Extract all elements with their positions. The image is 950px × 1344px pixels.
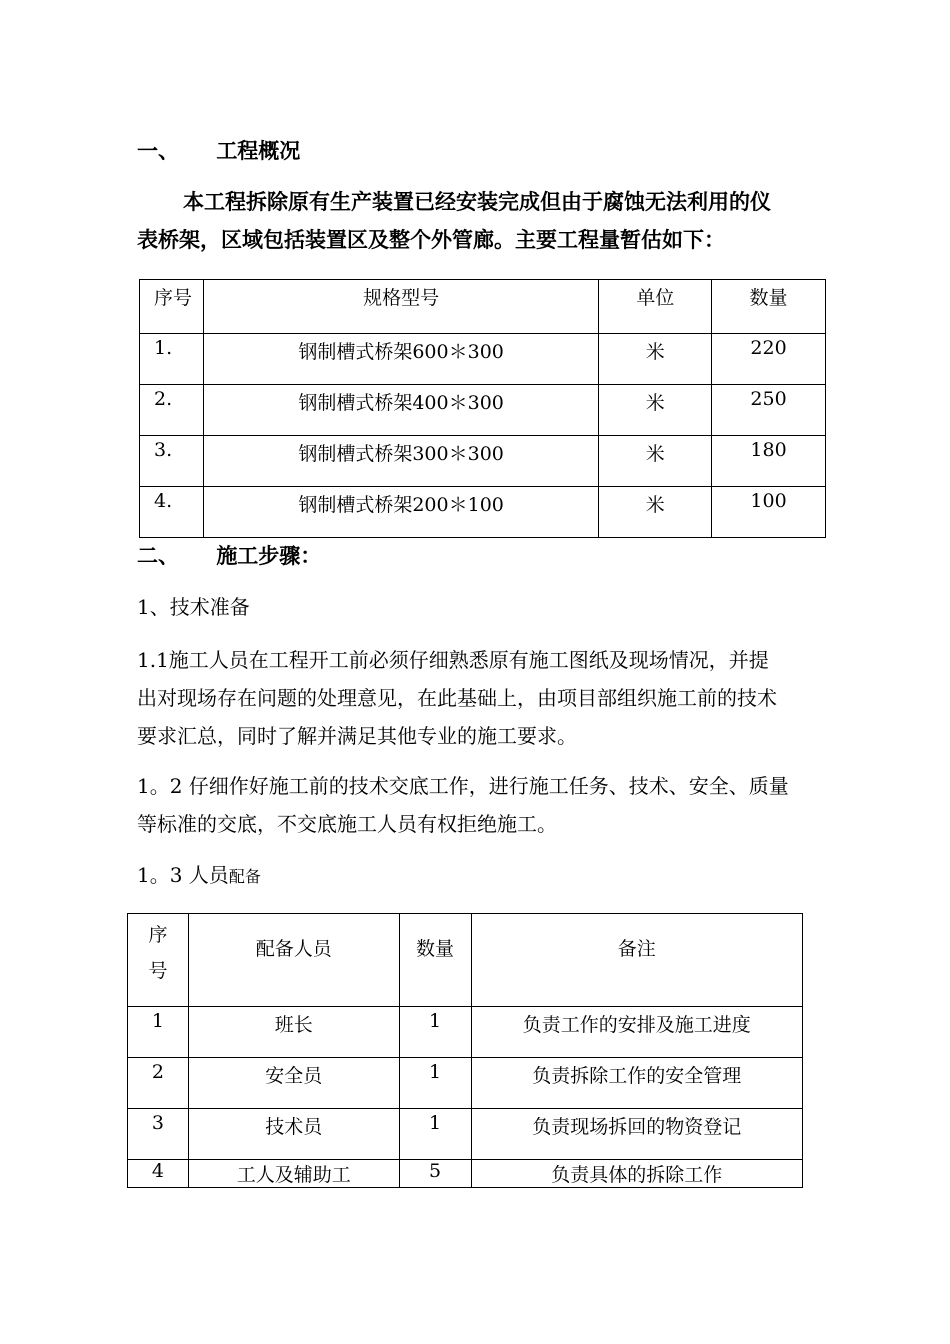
header-seq-part-1: 序 [148, 924, 168, 946]
cell-qty: 220 [712, 334, 826, 385]
header-unit: 单位 [599, 280, 712, 334]
cell-spec: 钢制槽式桥架600＊300 [203, 334, 598, 385]
cell-unit: 米 [599, 334, 712, 385]
header-seq [128, 914, 189, 1007]
para-1-2-line-1: 1。2 仔细作好施工前的技术交底工作，进行施工任务、技术、安全、质量 [137, 774, 789, 798]
table-row [128, 1007, 803, 1058]
para-1-1-line-1: 1.1施工人员在工程开工前必须仔细熟悉原有施工图纸及现场情况，并提 [137, 648, 769, 672]
header-staff: 配备人员 [188, 914, 399, 1007]
section2-number: 二、 [137, 544, 179, 568]
cell-note: 负责现场拆回的物资登记 [471, 1109, 803, 1160]
header-note: 备注 [471, 914, 803, 1007]
para-1-3-main: 1。3 人员 [137, 863, 229, 887]
cell-seq: 3 [128, 1109, 189, 1160]
header-seq: 序号 [140, 280, 204, 334]
table-row [140, 334, 826, 385]
para-1-3-small: 配备 [228, 867, 261, 886]
cell-staff: 安全员 [188, 1058, 399, 1109]
cell-staff: 工人及辅助工 [188, 1160, 399, 1188]
table-row [140, 436, 826, 487]
cell-note: 负责工作的安排及施工进度 [471, 1007, 803, 1058]
section2-heading [137, 540, 321, 570]
header-qty: 数量 [712, 280, 826, 334]
para-1-1-line-2: 出对现场存在问题的处理意见，在此基础上，由项目部组织施工前的技术 [137, 686, 777, 710]
staffing-table [127, 913, 803, 1188]
cell-spec: 钢制槽式桥架300＊300 [203, 436, 598, 487]
quantity-table [139, 279, 826, 538]
table-row [140, 385, 826, 436]
para-1-2-line-2: 等标准的交底，不交底施工人员有权拒绝施工。 [137, 812, 557, 836]
cell-spec: 钢制槽式桥架400＊300 [203, 385, 598, 436]
cell-staff: 技术员 [188, 1109, 399, 1160]
para-1-3 [137, 856, 261, 896]
intro-line-1: 本工程拆除原有生产装置已经安装完成但由于腐蚀无法利用的仪 [183, 190, 771, 214]
table-row [128, 1058, 803, 1109]
header-count: 数量 [399, 914, 471, 1007]
cell-count: 1 [399, 1109, 471, 1160]
cell-qty: 250 [712, 385, 826, 436]
cell-note: 负责具体的拆除工作 [471, 1160, 803, 1188]
cell-unit: 米 [599, 436, 712, 487]
header-seq-part-2: 号 [148, 960, 168, 982]
header-spec: 规格型号 [203, 280, 598, 334]
cell-seq: 2. [140, 385, 204, 436]
cell-unit: 米 [599, 487, 712, 538]
para-1-1-line-3: 要求汇总，同时了解并满足其他专业的施工要求。 [137, 724, 577, 748]
table-row [128, 1160, 803, 1188]
cell-staff: 班长 [188, 1007, 399, 1058]
cell-qty: 100 [712, 487, 826, 538]
cell-note: 负责拆除工作的安全管理 [471, 1058, 803, 1109]
intro-line-2: 表桥架，区域包括装置区及整个外管廊。主要工程量暂估如下： [137, 228, 725, 252]
cell-count: 1 [399, 1007, 471, 1058]
cell-count: 5 [399, 1160, 471, 1188]
quantity-table-header [140, 280, 826, 334]
cell-seq: 4. [140, 487, 204, 538]
section1-title: 工程概况 [216, 139, 301, 163]
table-row [140, 487, 826, 538]
staffing-table-header [128, 914, 803, 1007]
sub-heading-tech-prep: 1、技术准备 [137, 595, 250, 619]
cell-seq: 4 [128, 1160, 189, 1188]
section1-number: 一、 [137, 139, 179, 163]
cell-unit: 米 [599, 385, 712, 436]
cell-seq: 3. [140, 436, 204, 487]
table-row [128, 1109, 803, 1160]
cell-count: 1 [399, 1058, 471, 1109]
cell-spec: 钢制槽式桥架200＊100 [203, 487, 598, 538]
cell-seq: 1. [140, 334, 204, 385]
section1-heading [137, 135, 300, 165]
cell-seq: 1 [128, 1007, 189, 1058]
section2-title: 施工步骤： [216, 544, 322, 568]
cell-qty: 180 [712, 436, 826, 487]
cell-seq: 2 [128, 1058, 189, 1109]
